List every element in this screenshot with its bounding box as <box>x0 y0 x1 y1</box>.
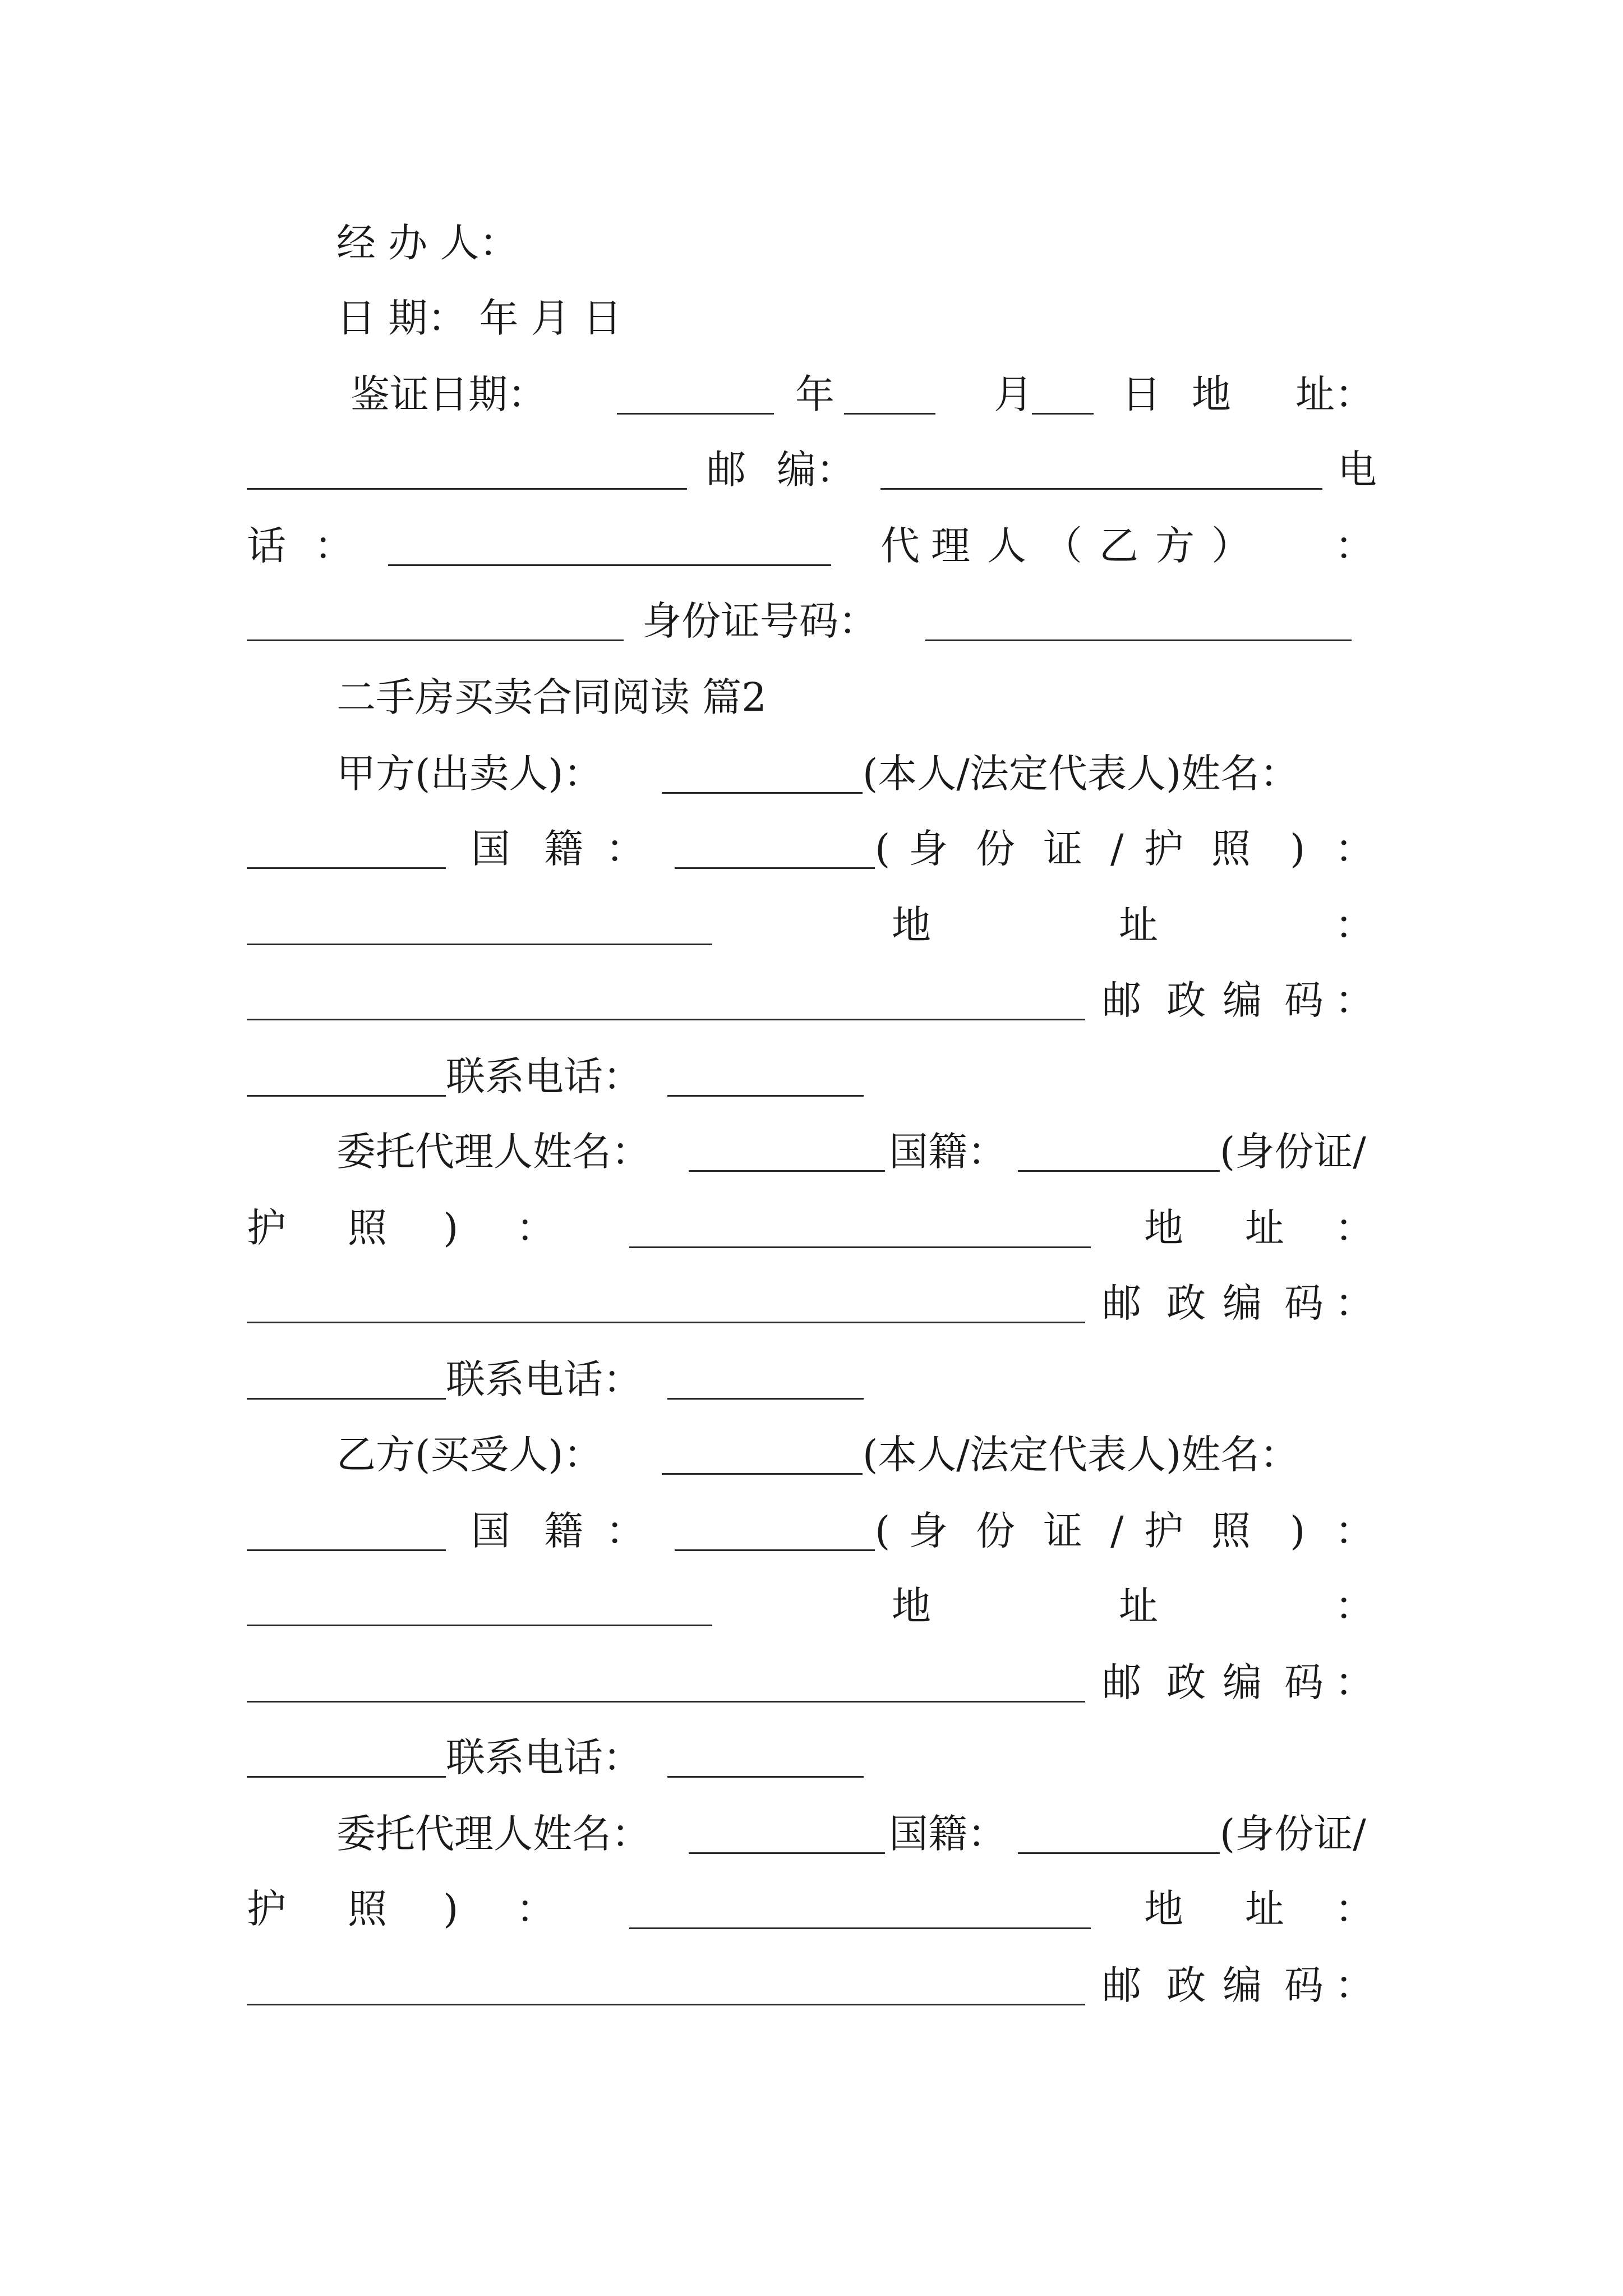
fill-in-blank[interactable] <box>667 1398 864 1400</box>
text-segment: (本人/法定代表人)姓名： <box>863 751 1299 797</box>
text-segment: 编： <box>777 447 855 493</box>
text-segment: 邮 <box>1102 1962 1141 2008</box>
text-segment: 籍 <box>544 1508 583 1554</box>
text-segment: 地 <box>892 902 931 948</box>
text-segment: 邮 <box>1102 1280 1141 1326</box>
text-segment: / <box>1110 1508 1124 1554</box>
text-segment: 邮 <box>707 447 746 493</box>
text-segment: (身份证/ <box>1220 1129 1366 1175</box>
fill-in-blank[interactable] <box>675 867 875 869</box>
fill-in-blank[interactable] <box>880 488 1322 490</box>
text-segment: 份 <box>976 1508 1015 1554</box>
fill-in-blank[interactable] <box>247 639 624 641</box>
text-segment: 乙 <box>1099 523 1138 569</box>
fill-in-blank[interactable] <box>925 639 1352 641</box>
text-segment: 地 <box>1144 1886 1183 1932</box>
text-segment: 月 <box>994 371 1033 417</box>
text-segment: 籍 <box>544 826 583 872</box>
text-segment: 年 <box>795 371 834 417</box>
text-segment: 编 <box>1223 977 1262 1023</box>
text-segment: 编 <box>1223 1659 1262 1705</box>
fill-in-blank[interactable] <box>247 488 687 490</box>
text-segment: ： <box>516 1205 555 1251</box>
text-segment: 鉴证日期： <box>351 371 547 417</box>
fill-in-blank[interactable] <box>629 1927 1091 1929</box>
text-segment: 国 <box>471 826 510 872</box>
text-segment: 委托代理人姓名： <box>336 1129 651 1175</box>
text-segment: 方 <box>1155 523 1195 569</box>
fill-in-blank[interactable] <box>247 1019 1085 1020</box>
text-segment: 编 <box>1223 1280 1262 1326</box>
text-segment: (身份证/ <box>1220 1811 1366 1857</box>
text-segment: 话 <box>247 523 286 569</box>
fill-in-blank[interactable] <box>247 1322 1085 1323</box>
text-segment: 政 <box>1166 1280 1206 1326</box>
text-segment: 身份证号码： <box>642 598 878 644</box>
text-segment: ： <box>1335 1886 1374 1932</box>
fill-in-blank[interactable] <box>247 1776 446 1778</box>
text-segment: ： <box>1335 902 1374 948</box>
text-segment: 护 <box>1144 826 1183 872</box>
text-segment: 护 <box>247 1886 286 1932</box>
text-segment: 证 <box>1043 1508 1082 1554</box>
text-segment: 人 <box>987 523 1026 569</box>
fill-in-blank[interactable] <box>662 792 863 794</box>
text-segment: 电 <box>1338 447 1377 493</box>
fill-in-blank[interactable] <box>247 1398 446 1400</box>
text-segment: ： <box>1335 1508 1374 1554</box>
fill-in-blank[interactable] <box>247 1701 1085 1703</box>
text-segment: 国籍： <box>889 1129 1007 1175</box>
text-segment: 乙方(买受人)： <box>336 1432 603 1478</box>
fill-in-blank[interactable] <box>617 413 774 415</box>
fill-in-blank[interactable] <box>667 1095 864 1097</box>
text-segment: 码 <box>1284 1659 1324 1705</box>
text-segment: 证 <box>1043 826 1082 872</box>
text-segment: ： <box>1335 1205 1374 1251</box>
text-segment: 联系电话： <box>446 1356 642 1402</box>
text-segment: 码 <box>1284 1962 1324 2008</box>
fill-in-blank[interactable] <box>844 413 935 415</box>
text-segment: 甲方(出卖人)： <box>336 751 603 797</box>
text-segment: 份 <box>976 826 1015 872</box>
text-segment: 日 <box>1122 371 1161 417</box>
text-segment: 邮 <box>1102 1659 1141 1705</box>
fill-in-blank[interactable] <box>629 1246 1091 1248</box>
text-segment: 日 期： 年 月 日 <box>336 295 623 341</box>
text-segment: 照 <box>348 1205 387 1251</box>
fill-in-blank[interactable] <box>1018 1170 1220 1172</box>
text-segment: 址 <box>1119 1583 1158 1629</box>
fill-in-blank[interactable] <box>1018 1852 1220 1854</box>
text-segment: 照 <box>1211 826 1251 872</box>
text-segment: 委托代理人姓名： <box>336 1811 651 1857</box>
text-segment: 码 <box>1284 977 1324 1023</box>
fill-in-blank[interactable] <box>247 1549 446 1551</box>
text-segment: 照 <box>348 1886 387 1932</box>
text-segment: ： <box>1335 1583 1374 1629</box>
text-segment: / <box>1110 826 1124 872</box>
text-segment: ： <box>606 1508 645 1554</box>
text-segment: ) <box>443 1205 459 1251</box>
text-segment: ） <box>1211 523 1251 569</box>
text-segment: （ <box>1043 523 1082 569</box>
text-segment: ： <box>606 826 645 872</box>
text-segment: ： <box>516 1886 555 1932</box>
text-segment: 经 办 人： <box>336 220 519 266</box>
text-segment: ) <box>1290 1508 1306 1554</box>
text-segment: 邮 <box>1102 977 1141 1023</box>
fill-in-blank[interactable] <box>247 2004 1085 2005</box>
fill-in-blank[interactable] <box>667 1776 864 1778</box>
text-segment: ) <box>443 1886 459 1932</box>
text-segment: 理 <box>931 523 970 569</box>
text-segment: 联系电话： <box>446 1053 642 1099</box>
fill-in-blank[interactable] <box>1032 413 1094 415</box>
text-segment: ： <box>1335 523 1374 569</box>
text-segment: (本人/法定代表人)姓名： <box>863 1432 1299 1478</box>
text-segment: 址 <box>1245 1886 1284 1932</box>
fill-in-blank[interactable] <box>675 1549 875 1551</box>
fill-in-blank[interactable] <box>247 867 446 869</box>
fill-in-blank[interactable] <box>388 564 831 566</box>
text-segment: 二手房买卖合同阅读 篇2 <box>336 674 767 720</box>
text-segment: ) <box>1290 826 1306 872</box>
text-segment: ： <box>1335 1280 1374 1326</box>
fill-in-blank[interactable] <box>689 1170 885 1172</box>
text-segment: 址： <box>1295 371 1374 417</box>
text-segment: 址 <box>1245 1205 1284 1251</box>
text-segment: 址 <box>1119 902 1158 948</box>
text-segment: 编 <box>1223 1962 1262 2008</box>
text-segment: 政 <box>1166 1659 1206 1705</box>
text-segment: 代 <box>880 523 920 569</box>
text-segment: 地 <box>1144 1205 1183 1251</box>
text-segment: 地 <box>1192 371 1231 417</box>
text-segment: ( <box>875 1508 891 1554</box>
text-segment: 国籍： <box>889 1811 1007 1857</box>
text-segment: 护 <box>1144 1508 1183 1554</box>
text-segment: ( <box>875 826 891 872</box>
fill-in-blank[interactable] <box>689 1852 885 1854</box>
text-segment: ： <box>1335 1962 1374 2008</box>
fill-in-blank[interactable] <box>247 1625 712 1626</box>
fill-in-blank[interactable] <box>662 1473 863 1475</box>
text-segment: 政 <box>1166 1962 1206 2008</box>
fill-in-blank[interactable] <box>247 944 712 945</box>
fill-in-blank[interactable] <box>247 1095 446 1097</box>
text-segment: 政 <box>1166 977 1206 1023</box>
text-segment: 联系电话： <box>446 1734 642 1780</box>
text-segment: ： <box>1335 977 1374 1023</box>
text-segment: ： <box>314 523 353 569</box>
text-segment: 照 <box>1211 1508 1251 1554</box>
text-segment: 身 <box>909 1508 948 1554</box>
text-segment: 身 <box>909 826 948 872</box>
text-segment: 国 <box>471 1508 510 1554</box>
text-segment: 护 <box>247 1205 286 1251</box>
text-segment: ： <box>1335 826 1374 872</box>
text-segment: ： <box>1335 1659 1374 1705</box>
text-segment: 码 <box>1284 1280 1324 1326</box>
text-segment: 地 <box>892 1583 931 1629</box>
